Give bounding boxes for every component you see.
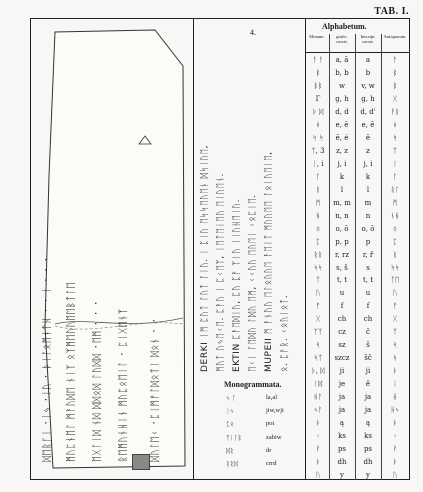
alphabet-monument-glyph: ᛉ, 3 <box>311 146 325 155</box>
alphabet-cursive-value: ji <box>339 367 345 376</box>
alphabet-row <box>306 286 409 299</box>
alphabet-cursive-value: k <box>339 172 345 181</box>
alphabet-cursive-value: z, z <box>336 146 348 155</box>
alphabet-row <box>306 66 409 79</box>
alphabet-cursive-value: dh <box>337 458 347 467</box>
alphabet-monument-glyph: ᚱ <box>315 185 321 194</box>
figure-number: 4. <box>250 28 256 37</box>
alphabet-monument-glyph: ᚺ <box>315 211 321 220</box>
alphabet-cursive-value: ks <box>338 432 346 441</box>
alphabet-cursive-value: sz <box>338 341 346 350</box>
alphabet-antique-glyph: ᚱᛚ <box>390 185 400 194</box>
alphabet-inscription-value: šč <box>364 354 372 363</box>
inscribed-tablet-drawing <box>35 26 190 471</box>
alphabet-monument-glyph: ᚷ <box>315 315 321 324</box>
alphabet-monument-glyph: ᛃᚨ <box>313 406 323 415</box>
alphabet-antique-glyph: ᚢ <box>392 471 398 479</box>
alphabet-antique-glyph: ᚺ <box>392 393 398 402</box>
alphabet-inscription-value: e, ē <box>361 120 375 129</box>
monogram-glyph: ᛞᚱ <box>226 447 234 455</box>
alphabet-antique-glyph: ᚦ <box>392 458 398 467</box>
alphabet-antique-glyph: ᚷ <box>392 94 398 103</box>
alphabet-monument-glyph: ᛉᛉ <box>313 328 323 337</box>
alphabet-antique-glyph: ᚱ <box>392 250 398 259</box>
alphabet-cursive-value: e, ē <box>335 120 349 129</box>
alphabet-row <box>306 468 409 481</box>
alphabet-monument-glyph: ᚱᚱ <box>313 250 323 259</box>
alphabet-cursive-value: cz <box>338 328 346 337</box>
alphabet-inscription-value: f <box>366 302 370 311</box>
alphabet-column-header: grafic. cursiv. <box>336 34 348 44</box>
alphabet-row <box>306 235 409 248</box>
monogram-glyph: ᛉᛁᛚᛒ <box>226 434 242 442</box>
alphabet-monument-glyph: ᚺᚨ <box>313 393 323 402</box>
alphabet-monument-glyph: ᛋ ᛋ <box>312 133 324 142</box>
alphabet-inscription-value: t, t <box>362 276 374 285</box>
alphabet-inscription-value: n <box>365 211 371 220</box>
alphabet-row <box>306 53 409 66</box>
monogram-row <box>196 394 303 404</box>
alphabet-cursive-value: t, t <box>336 276 348 285</box>
monogram-glyph: ᛁᛃ <box>226 407 234 415</box>
alphabet-row <box>306 170 409 183</box>
alphabet-inscription-value: r, ř <box>362 250 374 259</box>
monogram-value: la,al <box>266 394 278 401</box>
alphabet-monument-glyph: ᚦ <box>315 458 321 467</box>
alphabet-monument-glyph: ᚨ ᚨ <box>312 56 324 64</box>
alphabet-monument-glyph: ᚼ <box>315 120 321 129</box>
alphabet-cursive-value: n, n <box>335 211 349 220</box>
alphabet-antique-glyph: ᛋ <box>392 133 398 142</box>
alphabet-cursive-value: s, š <box>336 263 348 272</box>
alphabet-inscription-value: š <box>366 341 370 350</box>
alphabet-antique-glyph: ᚼ <box>392 120 398 129</box>
alphabet-monument-glyph: ᛋᛋ <box>313 263 323 272</box>
alphabet-inscription-value: ē <box>365 133 371 142</box>
alphabet-inscription-value: z <box>366 146 370 155</box>
alphabet-antique-glyph: ᚷ <box>392 315 398 324</box>
alphabet-monument-glyph: ᚴ <box>315 172 321 181</box>
transcription-line: ᛗᚢᛏ ᚢᛃᛖᚲᛖ. ᛈᚨᚢ ᛁ ᛈᚲᛖᛉ, ᛁᛖᛏᛖᛁᛖᚢ ᛖᛁᚢᛖᚾ. <box>216 172 226 372</box>
alphabet-row <box>306 92 409 105</box>
alphabet-cursive-value: ą <box>339 419 345 428</box>
alphabet-monument-glyph: ᚦ <box>315 419 321 428</box>
monogram-glyph: ᛈᛟ <box>226 420 234 428</box>
alphabet-cursive-value: ja <box>338 406 346 415</box>
alphabet-inscription-value: b <box>365 68 371 77</box>
alphabet-inscription-value: j, i <box>363 159 373 168</box>
monogram-row <box>196 434 303 444</box>
alphabet-row <box>306 377 409 390</box>
monogram-row <box>196 407 303 417</box>
alphabet-antique-glyph: ᚹ <box>392 445 398 454</box>
alphabet-monument-glyph: ᚠ <box>315 302 321 311</box>
alphabet-cursive-value: l <box>340 185 344 194</box>
alphabet-cursive-value: b, b <box>335 68 349 77</box>
monogram-value: crrd <box>266 460 277 467</box>
transcription-line: MUPEII ᛗ ᚨᚾᚢᚢ ᛖᛚᛟᚢᚢᛖ ᚨᛖᛁᛏ ᛗᚢᚢᛖᛖ ᛚᛟᛁᚢᛖᛁᛖ, <box>264 151 274 372</box>
monogram-value: zabiw <box>266 434 282 441</box>
alphabet-monument-glyph: ᚹ <box>315 445 321 454</box>
alphabet-row <box>306 338 409 351</box>
alphabet-row <box>306 209 409 222</box>
alphabet-cursive-value: d, d <box>335 107 349 116</box>
collection-stamp <box>132 454 150 470</box>
alphabet-inscription-value: y <box>366 471 370 479</box>
alphabet-monument-glyph: ᚦ, ᛞ <box>311 367 325 376</box>
alphabet-row <box>306 351 409 364</box>
alphabet-monument-glyph: ᛟ <box>315 224 321 233</box>
alphabet-inscription-value: dh <box>363 458 373 467</box>
alphabet-cursive-value: g, h <box>335 94 349 103</box>
alphabet-antique-glyph: ᚴ <box>392 172 398 181</box>
alphabet-monument-glyph: ᛏ <box>315 276 321 285</box>
alphabet-inscription-value: o, ō <box>361 224 375 233</box>
alphabet-cursive-value: r, rz <box>334 250 350 259</box>
alphabet-row <box>306 312 409 325</box>
alphabet-inscription-value: l <box>366 185 370 194</box>
alphabet-antique-glyph: ᚾᚺ <box>390 211 400 220</box>
transcription-line: ᛖᚲᛁ ᛚᛖᛞᚢ ᛚᛞᚢ ᛖᛗ, ᚲᚲᚢᚢ ᛖᚢᛖᛁ ᚲᛟᛈᛁᛖ. <box>248 194 258 372</box>
alphabet-row <box>306 325 409 338</box>
alphabet-inscription-value: č <box>366 328 370 337</box>
monogram-row <box>196 447 303 457</box>
alphabet-row <box>306 299 409 312</box>
alphabet-cursive-value: w <box>339 81 345 90</box>
alphabet-row <box>306 416 409 429</box>
alphabet-inscription-value: d, d' <box>360 107 376 116</box>
alphabet-antique-glyph: ᚦ <box>392 419 398 428</box>
alphabet-inscription-value: v, w <box>361 81 375 90</box>
monogram-value: poi <box>266 420 275 427</box>
alphabet-cursive-value: ja <box>338 393 346 402</box>
alphabet-cursive-value: f <box>340 302 344 311</box>
alphabet-row <box>306 131 409 144</box>
alphabet-inscription-value: ě <box>365 380 371 389</box>
alphabet-row <box>306 196 409 209</box>
alphabet-column-header: Monum. <box>309 34 325 39</box>
alphabet-cursive-value: o, ō <box>335 224 349 233</box>
alphabet-antique-glyph: ᛒ <box>392 68 398 77</box>
alphabet-inscription-value: ą <box>365 419 371 428</box>
alphabet-cursive-value: ch <box>337 315 347 324</box>
alphabet-monument-glyph: ᛗ <box>315 198 321 207</box>
alphabet-inscription-value: m <box>364 198 372 207</box>
alphabet-monument-glyph: ᛒ <box>315 68 321 77</box>
alphabet-antique-glyph: ᛋ <box>392 341 398 350</box>
alphabet-monument-glyph: ᛋ <box>315 341 321 350</box>
transcription-line: ᛟ. ᛈᚨᚱ. ᚲᛟᚢᛁᛟᛏ. <box>280 294 290 372</box>
alphabet-cursive-value: j, i <box>337 159 347 168</box>
alphabet-antique-glyph: ᛉ <box>392 146 398 155</box>
alphabet-inscription-value: p <box>365 237 371 246</box>
alphabet-monument-glyph: ᚲ <box>315 432 321 441</box>
alphabet-antique-glyph: ᛁ <box>392 159 398 168</box>
alphabet-antique-glyph: ᛒ <box>392 81 398 90</box>
monogram-glyph: ᛃ ᛚ <box>226 394 236 402</box>
alphabet-inscription-value: s <box>366 263 370 272</box>
monogram-row <box>196 460 303 470</box>
alphabet-monument-glyph: ᛈ <box>315 237 321 246</box>
alphabet-cursive-value: ps <box>337 445 347 454</box>
alphabet-table <box>306 52 409 481</box>
alphabet-row <box>306 222 409 235</box>
alphabet-antique-glyph: ᛋ <box>392 354 398 363</box>
alphabet-row <box>306 442 409 455</box>
tablet-line: ᛖᚷᛚᛁᛞ ᚾᛞ ᛞᛞᛟᛞ ᛚᚢᛞᛞ ᛫ᛖᛗ ᛫ ᛫ ᛫ <box>92 299 103 462</box>
alphabet-row <box>306 248 409 261</box>
monogram-glyph: ᚱᚱᛞ <box>226 460 238 468</box>
alphabet-row <box>306 364 409 377</box>
panel-divider-left <box>193 18 194 480</box>
alphabet-inscription-value: k <box>365 172 371 181</box>
alphabet-monument-glyph: ᚢ <box>315 471 321 479</box>
alphabet-column-header: Inscript. cursiv. <box>360 34 376 44</box>
alphabet-antique-glyph: ᛋᛋ <box>390 263 400 272</box>
alphabet-monument-glyph: ᛁ, i <box>312 159 324 168</box>
alphabet-row <box>306 403 409 416</box>
alphabet-inscription-value: ja <box>364 393 372 402</box>
monogram-row <box>196 420 303 430</box>
alphabet-inscription-value: a <box>365 56 371 64</box>
alphabet-row <box>306 118 409 131</box>
alphabet-monument-glyph: ᛒᛒ <box>313 81 323 90</box>
monogram-value: dr <box>266 447 272 454</box>
alphabet-antique-glyph: ᚲ <box>392 432 398 441</box>
alphabet-title: Alphabetum. <box>322 22 367 31</box>
alphabet-antique-glyph: ᛁ <box>392 380 398 389</box>
alphabet-cursive-value: a, ā <box>335 56 349 64</box>
tablet-line: ᛞᚢᛚᛖᚲ ᛫ᛈᛁᛗᚠᛚᛞᛟᛏᛁ ᛞᛟᚾ ᛫ ᛫ <box>150 317 161 462</box>
alphabet-row <box>306 183 409 196</box>
alphabet-antique-glyph: ᛗ <box>392 198 398 207</box>
alphabet-monument-glyph: ᛋᛉ <box>313 354 323 363</box>
alphabet-antique-glyph: ᚨ <box>392 56 398 64</box>
alphabet-column-header: Antiquarum. <box>383 34 407 39</box>
tablet-line: ᚱᛖᛗᚢᚾᚺᛁᚾ ᛗᚢᛈᛟᛖᛁᛚ ᛫ ᛈᛁᚷᛖᚾᛉ <box>118 307 129 462</box>
alphabet-inscription-value: g, h <box>361 94 375 103</box>
alphabet-inscription-value: ps <box>363 445 373 454</box>
monogrammata-title: Monogrammata. <box>224 380 282 389</box>
alphabet-inscription-value: ks <box>364 432 372 441</box>
alphabet-antique-glyph: ᚦ <box>392 367 398 376</box>
alphabet-cursive-value: ē, é <box>335 133 349 142</box>
alphabet-cursive-value: m, m <box>333 198 351 207</box>
alphabet-row <box>306 429 409 442</box>
alphabet-row <box>306 105 409 118</box>
tablet-line: ᛞᛖᚱᚴᛁ ᛫ᛁᛃ ᛫ᛁᚢ ᛫ ᚦᛁᛚᛟᛗᚾᛏᚺ ᛫ ᛫ ᛁ ᛫ ᛫ ᛫ <box>42 256 53 462</box>
transcription-line: EKTIN ᛈᚨᛖᛞᛁᚢ, ᛈᚢ ᛈᚨ ᛉᛁᚢ ᛁᛁᚢᚺᛖᛁᚢ. <box>232 198 242 372</box>
alphabet-inscription-value: ji <box>365 367 371 376</box>
alphabet-antique-glyph: ᚹᚱ <box>390 107 400 116</box>
alphabet-monument-glyph: ᚢ <box>315 289 321 298</box>
alphabet-cursive-value: y <box>340 471 344 479</box>
transcription-line: DERKI ᛁᛗ ᛈᚢᛏ ᛚᚢᛏ ᛚᛁᚢ. ᛁ ᛈᛁᚢ ᛖᛋᛋᛖᚢᛖᚾ ᛞᛋᛁᚢᛖ, <box>200 144 210 372</box>
monogrammata-section <box>196 380 303 478</box>
plate-label: TAB. I. <box>374 6 409 17</box>
alphabet-monument-glyph: Γ <box>315 94 321 103</box>
alphabet-row <box>306 390 409 403</box>
alphabet-row <box>306 273 409 286</box>
alphabet-antique-glyph: ᛟ <box>392 224 398 233</box>
alphabet-antique-glyph: ᛉ <box>392 328 398 337</box>
monogram-value: jiw,wji <box>266 407 284 414</box>
alphabet-row <box>306 455 409 468</box>
tablet-line: ᛗᚢᛈᚾᛖᛚ ᛗᚨᚢᛞᛖ ᚾᛁᛉ ᛟᛉᛗᛖᚢᚢᛖᛖᛒᛏᛚᛖ <box>66 281 77 462</box>
alphabet-cursive-value: je <box>338 380 346 389</box>
alphabet-cursive-value: p, p <box>335 237 349 246</box>
alphabet-row <box>306 261 409 274</box>
alphabet-row <box>306 79 409 92</box>
alphabet-antique-glyph: ᛈ <box>392 237 398 246</box>
alphabet-inscription-value: ja <box>364 406 372 415</box>
alphabet-row <box>306 144 409 157</box>
alphabet-monument-glyph: ᛁᛞ <box>313 380 323 389</box>
alphabet-inscription-value: ch <box>363 315 373 324</box>
alphabet-cursive-value: u <box>339 289 345 298</box>
alphabet-antique-glyph: ᛏᛖ <box>390 276 400 285</box>
alphabet-antique-glyph: ᚢ <box>392 289 398 298</box>
alphabet-row <box>306 157 409 170</box>
alphabet-antique-glyph: ᚺᛃ <box>390 406 400 415</box>
alphabet-antique-glyph: ᚠ <box>392 302 398 311</box>
alphabet-inscription-value: u <box>365 289 371 298</box>
alphabet-monument-glyph: ᚦ ᛞ <box>312 107 324 116</box>
alphabet-cursive-value: szcz <box>334 354 350 363</box>
